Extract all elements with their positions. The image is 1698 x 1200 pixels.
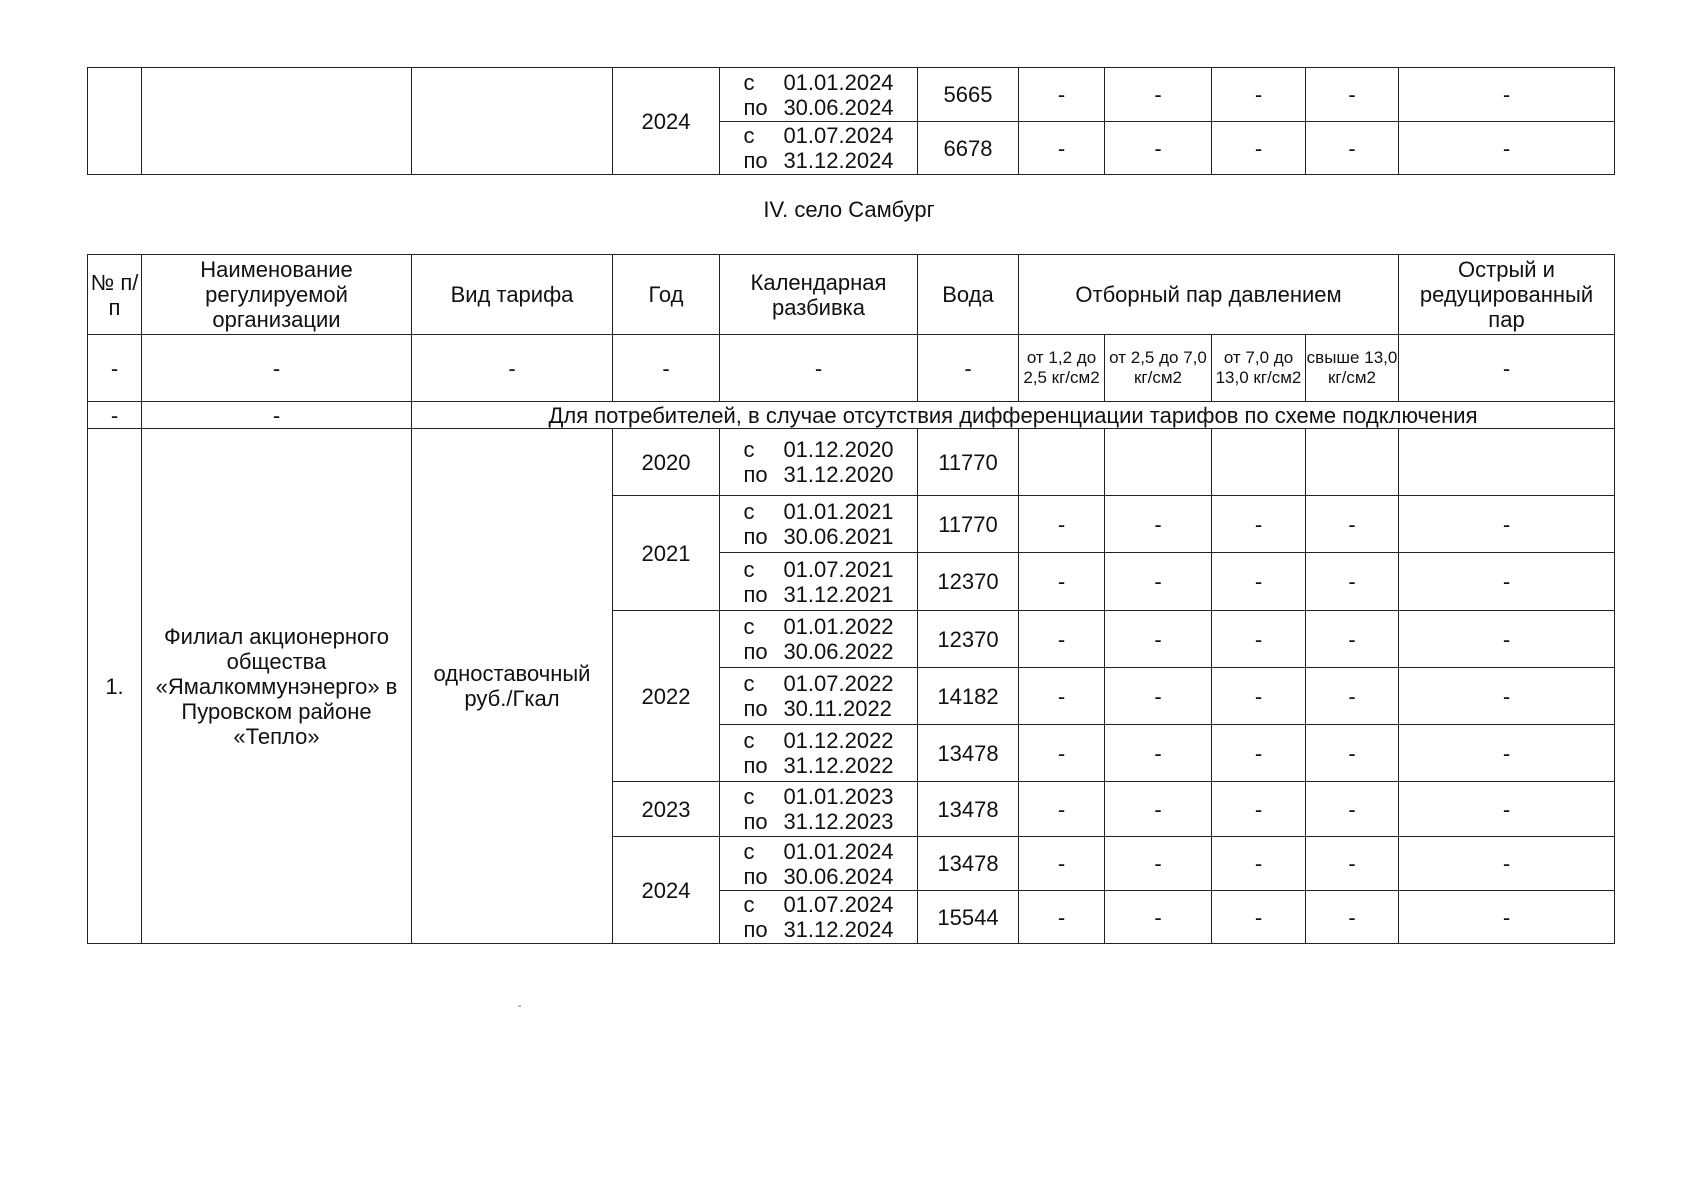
steam-p4-value: - [1306, 611, 1399, 668]
steam-p3-value: - [1212, 122, 1306, 175]
calendar-cell: с 01.01.2022 по 30.06.2022 [720, 611, 918, 668]
steam-p3-value: - [1212, 837, 1306, 891]
subheader-p3: от 7,0 до 13,0 кг/см2 [1212, 335, 1306, 402]
dash-cell: - [1399, 335, 1615, 402]
steam-p2-value [1105, 429, 1212, 496]
section-title: IV. село Самбург [763, 197, 935, 222]
header-org: Наименование регулируемой организации [142, 255, 412, 335]
steam-p3-value: - [1212, 782, 1306, 837]
steam-p3-value: - [1212, 611, 1306, 668]
steam-p1-value: - [1019, 668, 1105, 725]
steam-p3-value: - [1212, 553, 1306, 611]
steam-p4-value: - [1306, 668, 1399, 725]
steam-p2-value: - [1105, 668, 1212, 725]
steam-p1-value: - [1019, 68, 1105, 122]
calendar-cell: с 01.07.2021 по 31.12.2021 [720, 553, 918, 611]
header-calendar: Календарная разбивка [720, 255, 918, 335]
header-steam: Отборный пар давлением [1019, 255, 1399, 335]
dash-cell: - [613, 335, 720, 402]
year-cell: 2024 [613, 837, 720, 944]
sharp-steam-value [1399, 429, 1615, 496]
steam-p3-value: - [1212, 891, 1306, 944]
dash-cell: - [918, 335, 1019, 402]
entry-num: 1. [88, 429, 142, 944]
steam-p4-value: - [1306, 782, 1399, 837]
calendar-cell: с 01.07.2022 по 30.11.2022 [720, 668, 918, 725]
consumers-row [88, 402, 1615, 429]
steam-p3-value [1212, 429, 1306, 496]
consumers-text: Для потребителей, в случае отсутствия дифференциации тарифов по схеме подключения [412, 402, 1615, 429]
header-row [88, 255, 1615, 335]
sharp-steam-value: - [1399, 553, 1615, 611]
consumers-org: - [142, 402, 412, 429]
header-tariff: Вид тарифа [412, 255, 613, 335]
steam-p2-value: - [1105, 122, 1212, 175]
steam-p2-value: - [1105, 725, 1212, 782]
sharp-steam-value: - [1399, 891, 1615, 944]
sharp-steam-value: - [1399, 122, 1615, 175]
steam-p1-value: - [1019, 782, 1105, 837]
steam-p4-value: - [1306, 891, 1399, 944]
steam-p1-value: - [1019, 837, 1105, 891]
num-cell [88, 68, 142, 175]
sharp-steam-value: - [1399, 782, 1615, 837]
steam-p1-value: - [1019, 122, 1105, 175]
steam-p1-value [1019, 429, 1105, 496]
steam-p3-value: - [1212, 725, 1306, 782]
steam-p3-value: - [1212, 496, 1306, 553]
year-cell: 2020 [613, 429, 720, 496]
subheader-p1: от 1,2 до 2,5 кг/см2 [1019, 335, 1105, 402]
calendar-cell: с 01.01.2023 по 31.12.2023 [720, 782, 918, 837]
sharp-steam-value: - [1399, 837, 1615, 891]
steam-p3-value: - [1212, 68, 1306, 122]
steam-p2-value: - [1105, 782, 1212, 837]
steam-p4-value: - [1306, 725, 1399, 782]
steam-p4-value: - [1306, 122, 1399, 175]
steam-p2-value: - [1105, 68, 1212, 122]
steam-p3-value: - [1212, 668, 1306, 725]
sharp-steam-value: - [1399, 611, 1615, 668]
steam-p1-value: - [1019, 891, 1105, 944]
water-value: 12370 [918, 611, 1019, 668]
continuation-table [87, 67, 1615, 175]
year-cell: 2024 [613, 68, 720, 175]
calendar-cell: с 01.12.2022 по 31.12.2022 [720, 725, 918, 782]
steam-p1-value: - [1019, 725, 1105, 782]
calendar-cell: с 01.01.2021 по 30.06.2021 [720, 496, 918, 553]
entry-org: Филиал акционерного общества «Ямалкоммунэнерго» в Пуровском районе «Тепло» [142, 429, 412, 944]
year-cell: 2022 [613, 611, 720, 782]
header-year: Год [613, 255, 720, 335]
sharp-steam-value: - [1399, 725, 1615, 782]
water-value: 12370 [918, 553, 1019, 611]
dash-cell: - [412, 335, 613, 402]
tariff-cell [412, 68, 613, 175]
calendar-cell: с 01.01.2024 по 30.06.2024 [720, 837, 918, 891]
water-value: 11770 [918, 496, 1019, 553]
calendar-cell: с 01.01.2024 по 30.06.2024 [720, 68, 918, 122]
entry-tariff: одноставочный руб./Гкал [412, 429, 613, 944]
water-value: 13478 [918, 837, 1019, 891]
steam-p2-value: - [1105, 496, 1212, 553]
table-row [88, 429, 1615, 496]
water-value: 13478 [918, 725, 1019, 782]
header-water: Вода [918, 255, 1019, 335]
sharp-steam-value: - [1399, 668, 1615, 725]
water-value: 14182 [918, 668, 1019, 725]
steam-p2-value: - [1105, 837, 1212, 891]
steam-p1-value: - [1019, 553, 1105, 611]
steam-p4-value: - [1306, 68, 1399, 122]
steam-p4-value: - [1306, 837, 1399, 891]
subheader-row [88, 335, 1615, 402]
steam-p4-value: - [1306, 553, 1399, 611]
calendar-cell: с 01.07.2024 по 31.12.2024 [720, 891, 918, 944]
consumers-num: - [88, 402, 142, 429]
water-value: 13478 [918, 782, 1019, 837]
calendar-cell: с 01.07.2024 по 31.12.2024 [720, 122, 918, 175]
subheader-p4: свыше 13,0 кг/см2 [1306, 335, 1399, 402]
water-value: 6678 [918, 122, 1019, 175]
calendar-cell: с 01.12.2020 по 31.12.2020 [720, 429, 918, 496]
tariff-table [87, 254, 1615, 944]
steam-p4-value: - [1306, 496, 1399, 553]
stray-mark: - [518, 1001, 522, 1012]
subheader-p2: от 2,5 до 7,0 кг/см2 [1105, 335, 1212, 402]
steam-p2-value: - [1105, 891, 1212, 944]
year-cell: 2021 [613, 496, 720, 611]
header-sharp: Острый и редуцированный пар [1399, 255, 1615, 335]
water-value: 15544 [918, 891, 1019, 944]
header-num: № п/п [88, 255, 142, 335]
year-cell: 2023 [613, 782, 720, 837]
steam-p1-value: - [1019, 496, 1105, 553]
steam-p4-value [1306, 429, 1399, 496]
steam-p2-value: - [1105, 611, 1212, 668]
dash-cell: - [142, 335, 412, 402]
dash-cell: - [720, 335, 918, 402]
sharp-steam-value: - [1399, 496, 1615, 553]
table-row [88, 68, 1615, 122]
dash-cell: - [88, 335, 142, 402]
water-value: 11770 [918, 429, 1019, 496]
water-value: 5665 [918, 68, 1019, 122]
org-cell [142, 68, 412, 175]
sharp-steam-value: - [1399, 68, 1615, 122]
steam-p2-value: - [1105, 553, 1212, 611]
steam-p1-value: - [1019, 611, 1105, 668]
